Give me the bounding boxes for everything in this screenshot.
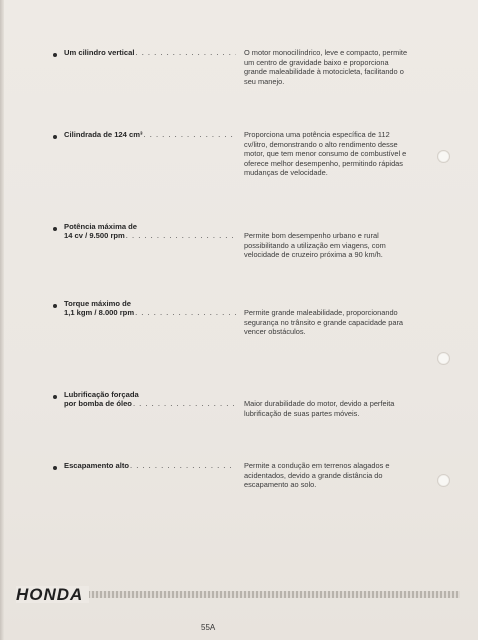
bullet [53,304,57,308]
feature-title-text: por bomba de óleo [64,399,132,409]
feature-title-text: Potência máxima de [64,222,138,231]
leader-dots [133,399,236,408]
feature-title-text: 14 cv / 9.500 rpm [64,231,125,241]
feature-title-text: Cilindrada de 124 cm³ [64,130,143,139]
feature-title [64,299,236,318]
feature-description: Permite a condução em terrenos alagados e acidentados, devido a grande distância do escapamento ao solo. [244,461,390,490]
binder-hole [437,150,450,163]
feature-description: Permite bom desempenho urbano e rural possibilitando a utilização em viagens, com velocidade de cruzeiro próxima a 90 km/h. [244,231,386,260]
feature-title [64,222,236,241]
feature-title [64,48,236,57]
bullet [53,227,57,231]
page-edge [0,0,4,640]
feature-title-text: Escapamento alto [64,461,129,470]
leader-dots [126,231,236,240]
bullet [53,53,57,57]
page-number: 55A [201,623,216,632]
feature-description: O motor monocilíndrico, leve e compacto, permite um centro de gravidade baixo e proporciona grande maleabilidade à motocicleta, facilitando o seu manejo. [244,48,408,86]
feature-description: Maior durabilidade do motor, devido a perfeita lubrificação de suas partes móveis. [244,399,395,418]
feature-title [64,461,236,470]
feature-title-text: 1,1 kgm / 8.000 rpm [64,308,135,318]
feature-description: Proporciona uma potência específica de 112 cv/litro, demonstrando o alto rendimento desse motor, que tem menor consumo de combustível e oferece melhor desempenho, permitindo rápidas mudanças de velocidade. [244,130,407,178]
bullet [53,395,57,399]
feature-title [64,130,236,139]
leader-dots [135,308,236,317]
bullet [53,466,57,470]
binder-hole [437,352,450,365]
bullet [53,135,57,139]
leader-dots [144,130,237,139]
feature-description: Permite grande maleabilidade, proporcionando segurança no trânsito e grande capacidade para vencer obstáculos. [244,308,404,337]
leader-dots [135,48,236,57]
leader-dots [130,461,236,470]
honda-logo: HONDA [16,586,89,603]
feature-title [64,390,236,409]
feature-title-text: Um cilindro vertical [64,48,135,57]
feature-title-text: Lubrificação forçada [64,390,139,399]
feature-title-text: Torque máximo de [64,299,131,308]
binder-hole [437,474,450,487]
